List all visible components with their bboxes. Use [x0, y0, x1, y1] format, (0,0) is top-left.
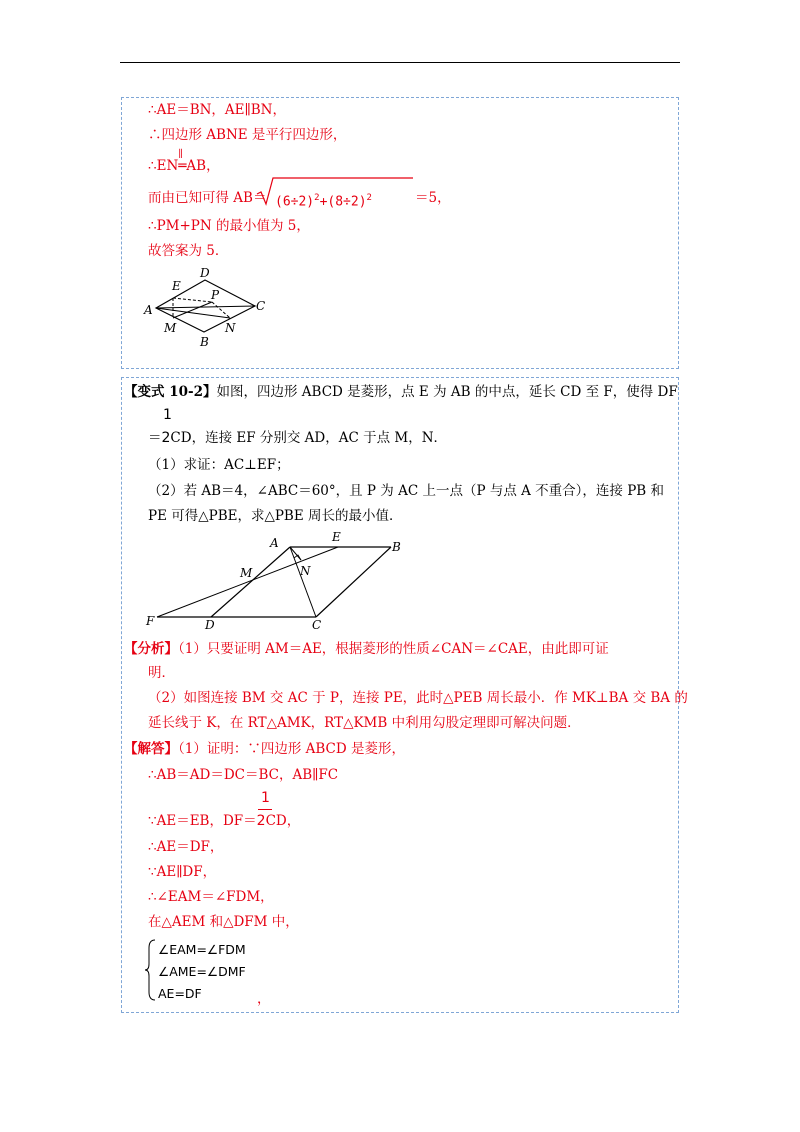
label-A: A: [270, 536, 279, 550]
solution-line: ∵AE＝EB，DF＝2CD，: [148, 813, 301, 829]
variant-title: 【变式 10-2】: [124, 384, 217, 400]
analysis-line: （2）如图连接 BM 交 AC 于 P，连接 PE，此时△PEB 周长最小．作 MK⊥BA 交 BA 的: [148, 690, 688, 706]
analysis-line: 【分析】（1）只要证明 AM＝AE，根据菱形的性质∠CAN＝∠CAE，由此即可证: [124, 641, 609, 657]
label-N: N: [300, 564, 311, 578]
text-line: 而由已知可得 AB＝: [148, 190, 267, 206]
label-C: C: [256, 299, 266, 313]
text-line: ∴EN ∥ ═AB，: [148, 149, 220, 174]
label-B: B: [200, 335, 209, 349]
label-M: M: [240, 566, 253, 580]
label-P: P: [211, 288, 220, 302]
problem-line: ＝2CD，连接 EF 分别交 AD，AC 于点 M，N．: [148, 430, 448, 446]
sqrt-expression: $(6\div 2)^2+(8\div 2)^2$: [275, 193, 372, 210]
fraction-numerator: 1: [163, 407, 172, 423]
text-line: ＝5，: [415, 190, 451, 206]
label-F: F: [146, 614, 155, 628]
question-2b: PE 可得△PBE，求△PBE 周长的最小值．: [148, 508, 403, 524]
solution-line: ∴AE＝DF，: [148, 839, 224, 855]
label-E: E: [172, 279, 181, 293]
analysis-title: 【分析】: [124, 641, 178, 657]
label-E: E: [332, 530, 341, 544]
label-C: C: [312, 618, 322, 632]
solution-line: ∵AE∥DF，: [148, 864, 217, 880]
label-B: B: [392, 540, 401, 554]
text-line: ∴AE＝BN，AE∥BN，: [148, 102, 286, 118]
system-line-2: ∠AME=∠DMF: [158, 964, 246, 979]
text-line: ∴PM+PN 的最小值为 5，: [148, 218, 310, 234]
label-D: D: [205, 618, 215, 632]
label-N: N: [225, 321, 236, 335]
text-line: 故答案为 5．: [148, 243, 229, 259]
problem-line: 【变式 10-2】如图，四边形 ABCD 是菱形，点 E 为 AB 的中点，延长 CD 至 F，使得 DF: [124, 384, 678, 400]
solution-line: 【解答】（1）证明：∵四边形 ABCD 是菱形，: [124, 741, 405, 757]
system-brace: [145, 938, 157, 1002]
fraction-bar: [258, 809, 272, 810]
solution-title: 【解答】: [124, 741, 178, 757]
solution-line: ∴AB＝AD＝DC＝BC，AB∥FC: [148, 767, 339, 783]
solution-line: 在△AEM 和△DFM 中，: [148, 914, 299, 930]
label-D: D: [200, 266, 210, 280]
analysis-line: 延长线于 K，在 RT△AMK，RT△KMB 中利用勾股定理即可解决问题．: [148, 715, 581, 731]
system-comma: ，: [257, 991, 271, 1007]
solution-line: ∴∠EAM＝∠FDM，: [148, 889, 274, 905]
fraction-numerator: 1: [261, 790, 270, 806]
label-A: A: [144, 303, 153, 317]
label-M: M: [164, 321, 177, 335]
header-rule: [120, 62, 680, 63]
question-2a: （2）若 AB＝4，∠ABC＝60°，且 P 为 AC 上一点（P 与点 A 不重合），连接 PB 和: [148, 483, 664, 499]
system-line-1: ∠EAM=∠FDM: [158, 942, 246, 957]
figure-rhombus-1: [140, 262, 280, 352]
question-1: （1）求证：AC⊥EF；: [148, 457, 290, 473]
analysis-line: 明．: [148, 665, 175, 681]
text-line: ∴四边形 ABNE 是平行四边形，: [148, 127, 347, 143]
system-line-3: AE=DF: [158, 986, 202, 1001]
figure-rhombus-2: [140, 527, 430, 633]
